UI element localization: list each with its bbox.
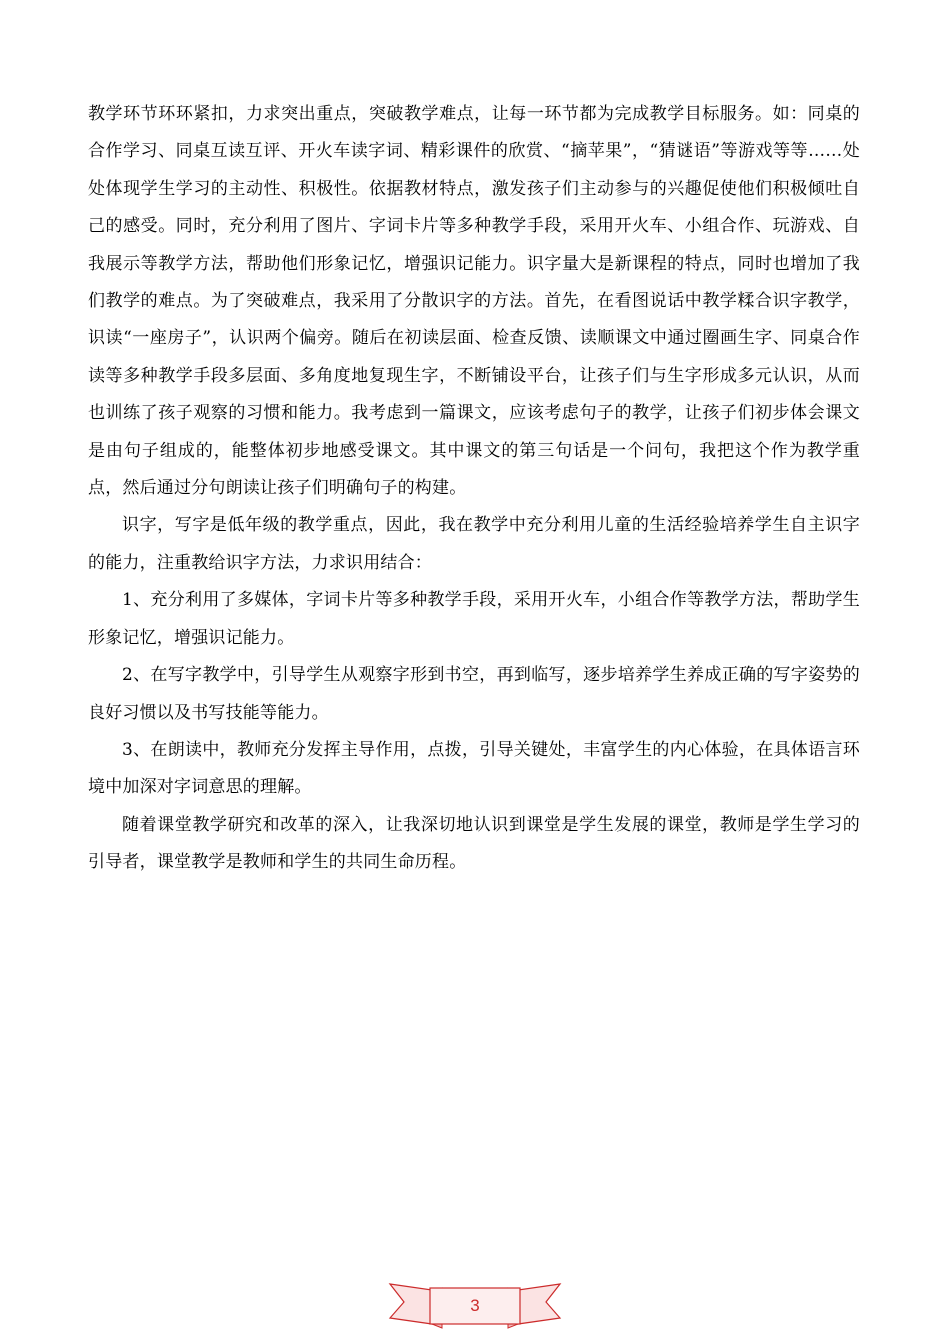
page-number: 3 xyxy=(470,1296,480,1315)
document-body xyxy=(88,96,860,882)
paragraph-2: 识字，写字是低年级的教学重点，因此，我在教学中充分利用儿童的生活经验培养学生自主识字的能力，注重教给识字方法，力求识用结合： xyxy=(88,515,860,573)
list-item-1: 1、充分利用了多媒体，字词卡片等多种教学手段，采用开火车，小组合作等教学方法，帮助学生形象记忆，增强识记能力。 xyxy=(88,590,860,648)
page-footer xyxy=(0,1268,950,1344)
list-item-2: 2、在写字教学中，引导学生从观察字形到书空，再到临写，逐步培养学生养成正确的写字姿势的良好习惯以及书写技能等能力。 xyxy=(88,665,860,723)
paragraph-3: 随着课堂教学研究和改革的深入，让我深切地认识到课堂是学生发展的课堂，教师是学生学习的引导者，课堂教学是教师和学生的共同生命历程。 xyxy=(88,814,860,873)
list-item-3: 3、在朗读中，教师充分发挥主导作用，点拨，引导关键处，丰富学生的内心体验，在具体语言环境中加深对字词意思的理解。 xyxy=(88,739,860,798)
paragraph-1: 教学环节环环紧扣，力求突出重点，突破教学难点，让每一环节都为完成教学目标服务。如：同桌的合作学习、同桌互读互评、开火车读字词、精彩课件的欣赏、“摘苹果”，“猜谜语”等游戏等等……处处体现学生学习的主动性、积极性。依据教材特点，激发孩子们主动参与的兴趣促使他们积极倾吐自己的感受。同时，充分利用了图片、字词卡片等多种教学手段，采用开火车、小组合作、玩游戏、自我展示等教学方法，帮助他们形象记忆，增强识记能力。识字量大是新课程的特点，同时也增加了我们教学的难点。为了突破难点，我采用了分散识字的方法。首先，在看图说话中教学糅合识字教学，识读“一座房子”，认识两个偏旁。随后在初读层面、检查反馈、读顺课文中通过圈画生字、同桌合作读等多种教学手段多层面、多角度地复现生字，不断铺设平台，让孩子们与生字形成多元认识，从而也训练了孩子观察的习惯和能力。我考虑到一篇课文，应该考虑句子的教学，让孩子们初步体会课文是由句子组成的，能整体初步地感受课文。其中课文的第三句话是一个问句，我把这个作为教学重点，然后通过分句朗读让孩子们明确句子的构建。 xyxy=(88,104,860,499)
